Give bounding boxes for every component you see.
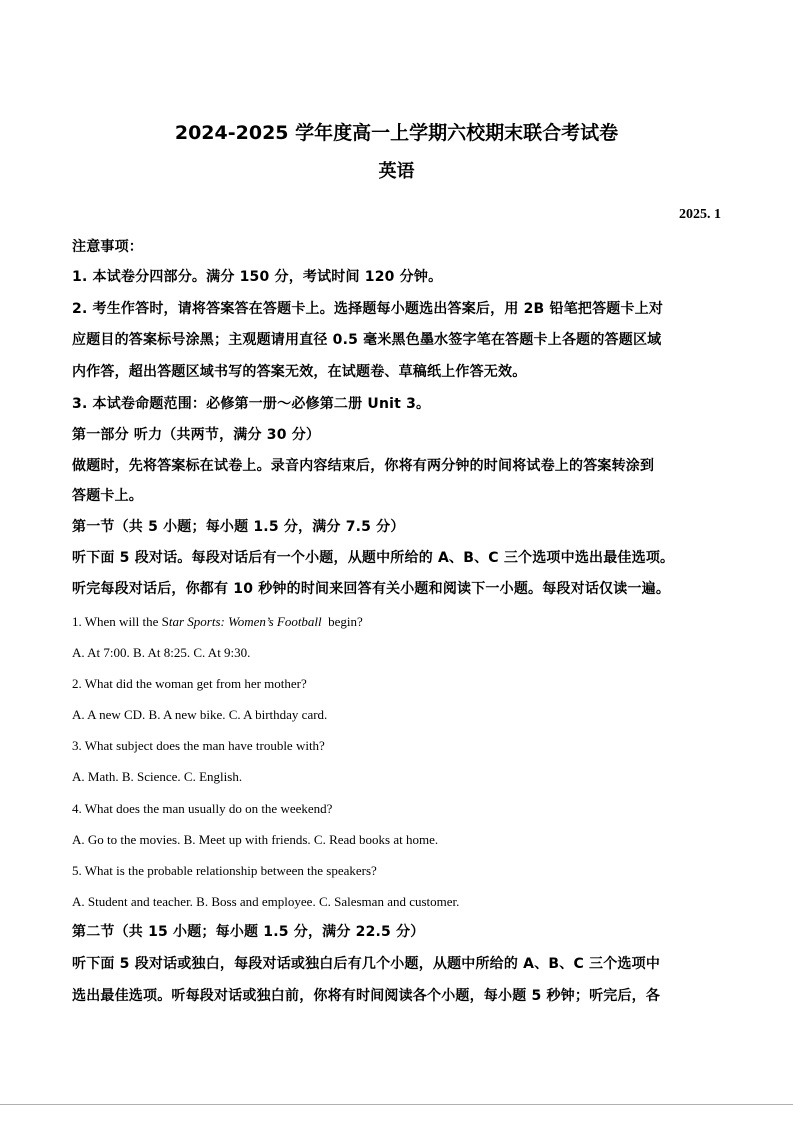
section1-heading: 第一节（共 5 小题；每小题 1.5 分，满分 7.5 分） [72,519,405,535]
notice-item-2-line-2: 应题目的答案标号涂黑；主观题请用直径 0.5 毫米黑色墨水签字笔在答题卡上各题的答题区域 [72,332,662,348]
part1-intro-line-1: 做题时，先将答案标在试卷上。录音内容结束后，你将有两分钟的时间将试卷上的答案转涂到 [72,458,655,474]
question-3-options: A. Math. B. Science. C. English. [72,769,243,784]
page-bottom-divider [0,1104,793,1105]
question-2-options: A. A new CD. B. A new bike. C. A birthday card. [72,707,328,722]
notice-item-1: 1. 本试卷分四部分。满分 150 分，考试时间 120 分钟。 [72,269,443,285]
question-2: 2. What did the woman get from her mother? [72,676,307,691]
notice-item-2-line-3: 内作答，超出答题区域书写的答案无效，在试题卷、草稿纸上作答无效。 [72,364,527,380]
question-5: 5. What is the probable relationship between the speakers? [72,863,377,878]
question-1 [72,615,363,628]
section2-heading: 第二节（共 15 小题；每小题 1.5 分，满分 22.5 分） [72,924,425,940]
section2-intro-line-2: 选出最佳选项。听每段对话或独白前，你将有时间阅读各个小题，每小题 5 秒钟；听完后，各 [72,988,661,1004]
section2-intro-line-1: 听下面 5 段对话或独白，每段对话或独白后有几个小题，从题中所给的 A、B、C 三个选项中 [72,956,661,972]
question-1-program-title: tar Sports: Women’s Football [168,614,322,629]
question-4-options: A. Go to the movies. B. Meet up with friends. C. Read books at home. [72,832,439,847]
part1-intro-line-2: 答题卡上。 [72,488,143,504]
exam-title: 2024-2025 学年度高一上学期六校期末联合考试卷 [174,122,619,144]
exam-subject: 英语 [378,161,415,182]
notice-heading: 注意事项： [72,239,143,255]
question-3: 3. What subject does the man have trouble with? [72,738,325,753]
notice-item-2-line-1: 2. 考生作答时，请将答案答在答题卡上。选择题每小题选出答案后，用 2B 铅笔把答题卡上对 [72,301,664,317]
part1-heading: 第一部分 听力（共两节，满分 30 分） [72,427,321,443]
question-1-text-end: begin? [321,614,363,629]
question-1-options: A. At 7:00. B. At 8:25. C. At 9:30. [72,645,251,660]
notice-item-3: 3. 本试卷命题范围：必修第一册～必修第二册 Unit 3。 [72,396,431,412]
section1-intro-line-1: 听下面 5 段对话。每段对话后有一个小题，从题中所给的 A、B、C 三个选项中选出最佳选项。 [72,550,675,566]
exam-date: 2025. 1 [679,207,721,222]
section1-intro-line-2: 听完每段对话后，你都有 10 秒钟的时间来回答有关小题和阅读下一小题。每段对话仅读一遍。 [72,581,671,597]
question-1-text: 1. When will the S [72,614,169,629]
question-4: 4. What does the man usually do on the weekend? [72,801,333,816]
question-5-options: A. Student and teacher. B. Boss and employee. C. Salesman and customer. [72,894,460,909]
